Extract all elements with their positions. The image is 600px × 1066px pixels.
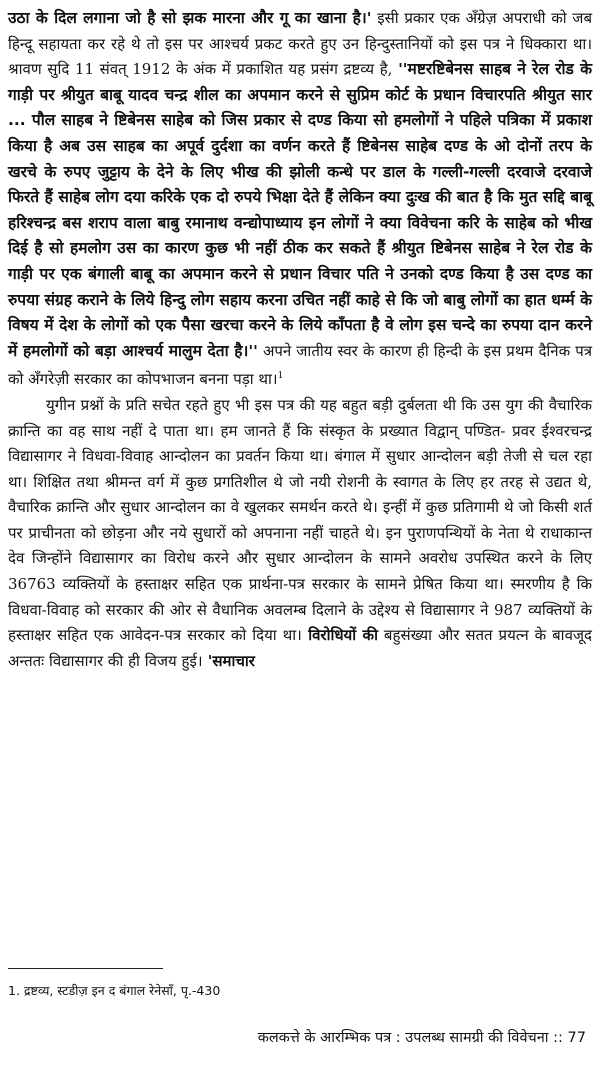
footnote: 1. द्रष्टव्य, स्टडीज़ इन द बंगाल रेनेसाँ, पृ.-430 xyxy=(8,983,221,998)
paragraph-2 xyxy=(8,393,592,675)
footnote-marker: 1 xyxy=(277,371,284,382)
quote-main: ''मष्टरष्टिबेनस साहब ने रेल रोड के गाड़ी पर श्रीयुत बाबू यादव चन्द्र शील का अपमान करने से सुप्रिम कोर्ट के प्रधान विचारपति श्रीयुत सार ... पौल साहब ने ष्टिबेनस साहेब को जिस प्रकार से दण्ड किया सो हमलोगों ने पहिले पत्रिका में प्रकाश किया है अब उस साहब का अपूर्व दुर्दशा का वर्णन करते हैं ष्टिबेनस साहेब दण्ड के ओ दोनों तरप के खरचे के रुपए जुट्टाय के देने के लिए भीख की झोली कन्धे पर डाल के गल्ली-गल्ली दरवाजे दरवाजे फिरते हैं साहेब लोग दया करिके एक दो रुपये भिक्षा देते हैं लेकिन क्या दुःख की बात है कि मुत सद्दि बाबू हरिश्चन्द्र बस शराप वाला बाबु रमानाथ वन्द्योपाध्याय इन लोगों ने क्या विवेचना करि के साहेब को भीख दिई है सो हमलोग उस का कारण कुछ भी नहीं ठीक कर सकते हैं श्रीयुत ष्टिबेनस साहेब ने रेल रोड के गाड़ी पर एक बंगाली बाबू का अपमान करने से प्रधान विचार पति ने उनको दण्ड किया है उस दण्ड का रुपया संग्रह कराने के लिये हिन्दु लोग सहाय करना उचित नहीं काहे से कि जो बाबु लोगों का हात धर्म्म के विषय में देश के लोगों को एक पैसा खरचा करने के लिये काँपता है वे लोग इस चन्दे का रुपया दान करने में हमलोगों को बड़ा आश्चर्य मालुम देता है।'' xyxy=(8,60,593,360)
paragraph-1-text: इसी प्रकार एक अँग्रेज़ अपराधी को जब हिन्दू सहायता कर रहे थे तो इस पर आश्चर्य प्रकट करते हुए उन हिन्दुस्तानियों को इस पत्र ने धिक्कारा था। श्रावण सुदि 11 संवत् 1912 के अंक में प्रकाशित यह प्रसंग द्रष्टव्य है, xyxy=(8,9,593,79)
running-footer: कलकत्ते के आरम्भिक पत्र : उपलब्ध सामग्री की विवेचना :: 77 xyxy=(257,1030,586,1046)
footnote-divider xyxy=(8,968,163,969)
paragraph-2-text: युगीन प्रश्नों के प्रति सचेत रहते हुए भी इस पत्र की यह बहुत बड़ी दुर्बलता थी कि उस युग की वैचारिक क्रान्ति का वह साथ नहीं दे पाता था। हम जानते हैं कि संस्कृत के प्रख्यात विद्वान् पण्डित- प्रवर ईश्वरचन्द्र विद्यासागर ने विधवा-विवाह आन्दोलन का प्रवर्तन किया था। बंगाल में सुधार आन्दोलन बड़ी तेजी से चल रहा था। शिक्षित तथा श्रीमन्त वर्ग में कुछ प्रगतिशील थे जो नयी रोशनी के स्वागत के लिए हर तरह से उद्यत थे, वैचारिक क्रान्ति और सुधार आन्दोलन का वे खुलकर समर्थन करते थे। इन्हीं में कुछ प्रतिगामी थे जो किसी शर्त पर प्राचीनता को छोड़ना और नये सुधारों को अपनाना नहीं चाहते थे। इन पुराणपन्थियों के नेता थे राधाकान्त देव जिन्होंने विद्यासागर का विरोध करने और सुधार आन्दोलन के सामने अवरोध उपस्थित करने के लिए 36763 व्यक्तियों के हस्ताक्षर सहित एक प्रार्थना-पत्र सरकार के सामने प्रेषित किया था। स्मरणीय है कि विधवा-विवाह को सरकार की ओर से वैधानिक अवलम्ब दिलाने के उद्देश्य से विद्यासागर ने 987 व्यक्तियों के हस्ताक्षर सहित एक आवेदन-पत्र सरकार को दिया था। xyxy=(8,395,592,645)
paragraph-2-emph-end: 'समाचार xyxy=(202,651,255,670)
quote-opening: उठा के दिल लगाना जो है सो झक मारना और गू का खाना है।' xyxy=(8,9,372,27)
paragraph-2-tail: बहुसंख्या और सतत प्रयत्न के बावजूद अन्ततः विद्यासागर की ही विजय हुई। xyxy=(8,626,593,670)
paragraph-2-emph: विरोधियों की xyxy=(301,626,378,645)
paragraph-1-tail: अपने जातीय स्वर के कारण ही हिन्दी के इस प्रथम दैनिक पत्र को अँगरेज़ी सरकार का कोपभाजन बनना पड़ा था। xyxy=(8,341,592,389)
paragraph-1 xyxy=(8,6,592,393)
